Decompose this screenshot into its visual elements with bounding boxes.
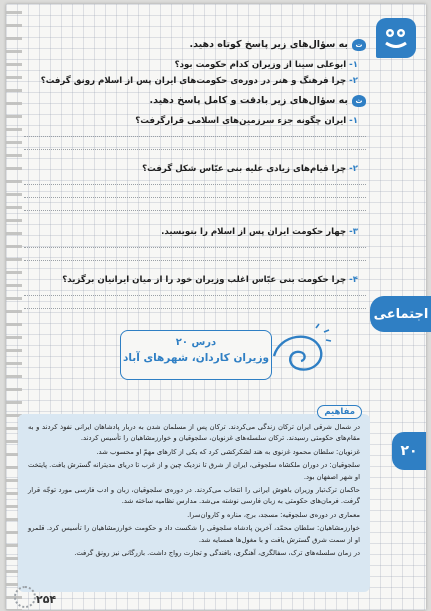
question-number: ۴- [349,275,358,285]
section-marker-icon: ت [352,39,366,51]
question-number: ۲- [349,76,358,86]
question-text: ابوعلی سینا از وزیران کدام حکومت بود؟ [174,60,347,70]
question-item [20,273,366,287]
subject-tab-label: اجتماعی [373,306,429,322]
question-text: چرا حکومت بنی عبّاس اغلب وزیران خود را از میان ایرانیان برگزید؟ [62,275,347,285]
lesson-number-tab[interactable] [392,432,426,470]
section-full-answer-header [20,94,366,108]
answer-line[interactable] [24,308,366,309]
lesson-title: درس ۲۰ [175,337,217,348]
answer-line[interactable] [24,184,366,185]
concept-paragraph: حاکمان ترک‌تبار وزیران باهوش ایرانی را انتخاب می‌کردند. در دوره‌ی سلجوقیان، زبان و ادب فارسی مورد توجّه قرار گرفت. فرمان‌های حکومتی به زبان فارسی نوشته می‌شد. مدارس نظامیه ساخته شد. [28,486,360,506]
answer-line[interactable] [24,260,366,261]
lesson-subtitle: وزیران کاردان، شهرهای آباد [122,352,270,364]
lesson-number-label: ۲۰ [400,443,418,459]
question-item [20,225,366,239]
question-number: ۲- [349,164,358,174]
section-short-answer-header [20,38,366,52]
lesson-banner [120,322,360,384]
concept-paragraph: خوارزمشاهیان: سلطان محمّد، آخرین پادشاه سلجوقی را شکست داد و حکومت خوارزمشاهیان را تأسیس کرد. قلمرو او از سمت شرق گسترش یافت و با مغول‌ها همسایه شد. [28,524,360,544]
subject-tab[interactable] [370,296,431,332]
question-item [20,162,366,176]
swirl-decoration-icon [266,322,336,384]
concepts-badge: مفاهیم [317,405,362,419]
question-text: چهار حکومت ایران پس از اسلام را بنویسید. [161,227,347,237]
question-number: ۱- [349,116,358,126]
worksheet-page [6,4,429,610]
question-item [20,114,366,128]
concept-paragraph: غزنویان: سلطان محمود غزنوی به هند لشکرکشی کرد که یکی از کارهای مهمّ او محسوب شد. [96,447,360,456]
answer-line[interactable] [24,149,366,150]
section-short-answer-title: به سؤال‌های زیر پاسخ کوتاه دهید. [189,39,348,50]
answer-line[interactable] [24,295,366,296]
question-number: ۳- [349,227,358,237]
question-item [20,74,366,88]
answer-line[interactable] [24,136,366,137]
answer-line[interactable] [24,197,366,198]
questions-area [20,38,366,309]
lesson-title-box [120,330,272,380]
question-item [20,58,366,72]
concepts-panel [18,407,370,592]
publisher-logo-icon [376,18,416,58]
question-text: ایران چگونه جزء سرزمین‌های اسلامی قرارگرفت؟ [135,116,347,126]
section-full-answer-title: به سؤال‌های زیر بادقت و کامل پاسخ دهید. [149,95,348,106]
answer-line[interactable] [24,247,366,248]
question-text: چرا قیام‌های زیادی علیه بنی عبّاس شکل گرفت؟ [142,164,347,174]
question-number: ۱- [349,60,358,70]
concept-paragraph: در شمال شرقی ایران ترکان زندگی می‌کردند. ترکان پس از مسلمان شدن به دربار پادشاهان ایرانی نفوذ کردند و به مقام‌های حکومتی رسیدند. ترکان سلسله‌های غزنویان، سلجوقیان و خوارزمشاهیان را تأسیس کردند. [28,423,360,443]
answer-line[interactable] [24,210,366,211]
question-text: چرا فرهنگ و هنر در دوره‌ی حکومت‌های ایران پس از اسلام رونق گرفت؟ [40,76,347,86]
page-number: ۲۵۴ [36,593,57,606]
gear-decoration-icon [14,586,36,608]
section-marker-icon: ث [352,95,366,107]
concept-paragraph: در زمان سلسله‌های ترک، سفالگری، آهنگری، بافندگی و تجارت رواج داشت. بازرگانی نیز رونق گرفت. [74,549,360,558]
concept-paragraph: سلجوقیان: در دوران ملکشاه سلجوقی، ایران از شرق تا نزدیک چین و از غرب تا دریای مدیترانه گسترش یافت. پایتخت او شهر اصفهان بود. [28,461,360,481]
concept-paragraph: معماری در دوره‌ی سلجوقیه: مسجد، برج، مناره و کاروان‌سرا. [187,510,360,519]
